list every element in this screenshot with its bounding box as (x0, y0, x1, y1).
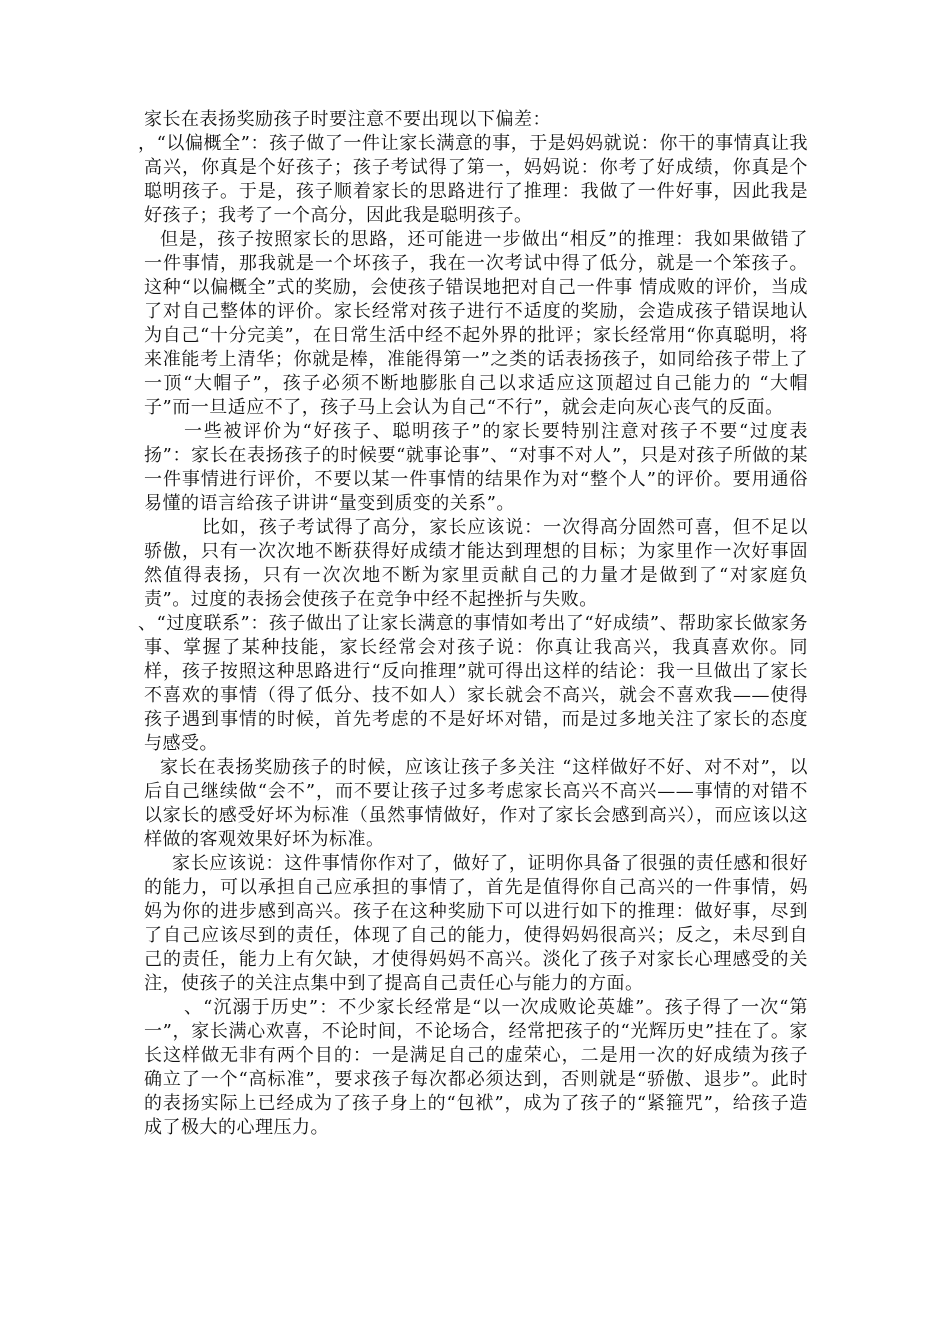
document-page (138, 108, 808, 1140)
reverse-reasoning-paragraph: 但是，孩子按照家长的思路，还可能进一步做出“相反”的推理：我如果做错了一件事情，那我就是一个坏孩子，我在一次考试中得了低分，就是一个笨孩子。这种“以偏概全”式的奖励，会使孩子错误地把对自己一件事 情成败的评价，当成了对自己整体的评价。家长经常对孩子进行不适度的奖励，会造成孩子错误地认为自己“十分完美”，在日常生活中经不起外界的批评；家长经常用“你真聪明，将来准能考上清华；你就是棒，准能得第一”之类的话表扬孩子，如同给孩子带上了一顶“大帽子”，孩子必须不断地膨胀自己以求适应这顶超过自己能力的 “大帽子”而一旦适应不了，孩子马上会认为自己“不行”，就会走向灰心丧气的反面。 (144, 229, 808, 418)
intro-paragraph: 家长在表扬奖励孩子时要注意不要出现以下偏差： (144, 109, 551, 130)
example-paragraph: 比如，孩子考试得了高分，家长应该说：一次得高分固然可喜，但不足以骄傲，只有一次次地不断获得好成绩才能达到理想的目标；为家里作一次好事固然值得表扬，只有一次次地不断为家里贡献自己的力量才是做到了“对家庭负责”。过度的表扬会使孩子在竞争中经不起挫折与失败。 (144, 517, 808, 610)
dwelling-on-history-paragraph: 、“沉溺于历史”：不少家长经常是“以一次成败论英雄”。孩子得了一次“第一”，家长满心欢喜，不论时间，不论场合，经常把孩子的“光辉历史”挂在了。家长这样做无非有两个目的：一是满足自己的虚荣心，二是用一次的好成绩为孩子确立了一个“高标准”，要求孩子每次都必须达到，否则就是“骄傲、退步”。此时的表扬实际上已经成为了孩子身上的“包袱”，成为了孩子的“紧箍咒”，给孩子造成了极大的心理压力。 (144, 997, 808, 1138)
excessive-association-paragraph: 、“过度联系”：孩子做出了让家长满意的事情如考出了“好成绩”、帮助家长做家务事、掌握了某种技能，家长经常会对孩子说：你真让我高兴，我真喜欢你。同样，孩子按照这种思路进行“反向推理”就可得出这样的结论：我一旦做出了家长不喜欢的事情（得了低分、技不如人）家长就会不高兴，就会不喜欢我——使得孩子遇到事情的时候，首先考虑的不是好坏对错，而是过多地关注了家长的态度与感受。 (138, 613, 808, 754)
focus-on-right-wrong-paragraph: 家长在表扬奖励孩子的时候，应该让孩子多关注 “这样做好不好、对不对”，以后自己继续做“会不”，而不要让孩子过多考虑家长高兴不高兴——事情的对错不以家长的感受好坏为标准（虽然事情做好，作对了家长会感到高兴），而应该以这样做的客观效果好坏为标准。 (144, 757, 808, 850)
parent-should-say-paragraph: 家长应该说：这件事情你作对了，做好了，证明你具备了很强的责任感和很好的能力，可以承担自己应承担的事情了，首先是值得你自己高兴的一件事情，妈妈为你的进步感到高兴。孩子在这种奖励下可以进行如下的推理：做好事，尽到了自己应该尽到的责任，体现了自己的能力，使得妈妈很高兴；反之，未尽到自己的责任，能力上有欠缺，才使得妈妈不高兴。淡化了孩子对家长心理感受的关注，使孩子的关注点集中到了提高自己责任心与能力的方面。 (144, 853, 808, 994)
excessive-praise-paragraph: 一些被评价为“好孩子、聪明孩子”的家长要特别注意对孩子不要“过度表扬”：家长在表扬孩子的时候要“就事论事”、“对事不对人”，只是对孩子所做的某一件事情进行评价，不要以某一件事情的结果作为对“整个人”的评价。要用通俗易懂的语言给孩子讲讲“量变到质变的关系”。 (144, 421, 808, 514)
overgeneralization-paragraph: ，“以偏概全”：孩子做了一件让家长满意的事，于是妈妈就说：你干的事情真让我高兴，你真是个好孩子；孩子考试得了第一，妈妈说：你考了好成绩，你真是个聪明孩子。于是，孩子顺着家长的思路进行了推理：我做了一件好事，因此我是好孩子；我考了一个高分，因此我是聪明孩子。 (138, 133, 808, 226)
